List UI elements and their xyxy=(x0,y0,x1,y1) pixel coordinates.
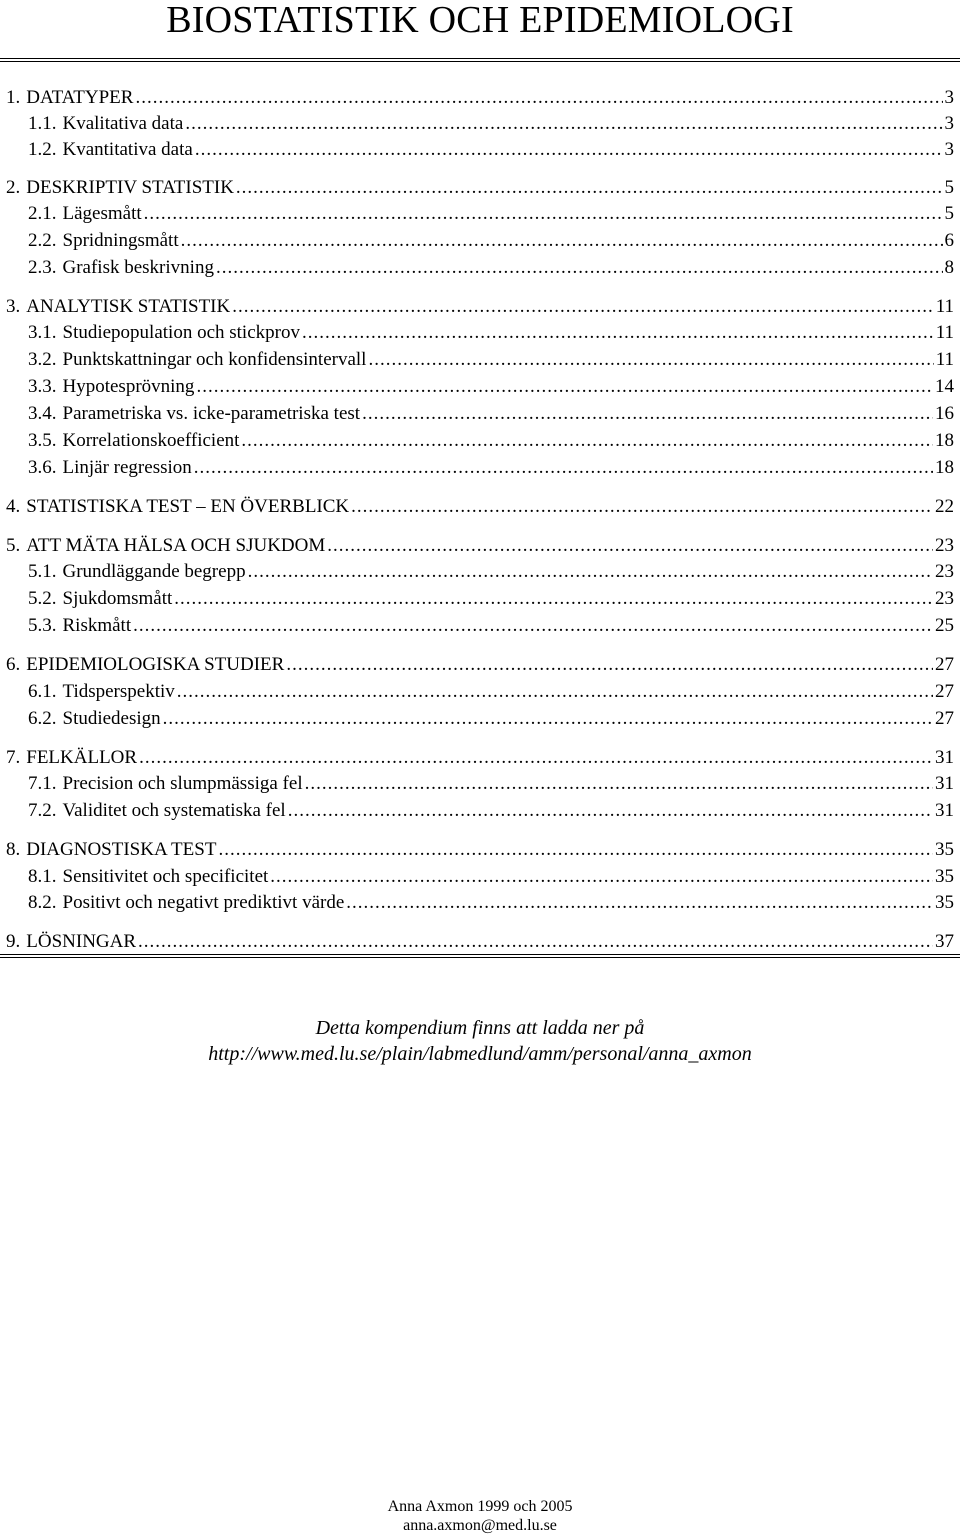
toc-entry-number: 3. xyxy=(6,296,21,317)
toc-entry-page: 35 xyxy=(935,866,954,887)
toc-entry-label: LÖSNINGAR xyxy=(26,931,137,952)
toc-leader-dots xyxy=(195,138,943,162)
toc-entry-label: Positivt och negativt prediktivt värde xyxy=(62,892,345,913)
toc-entry-number: 1.2. xyxy=(28,139,57,160)
toc-entry-label: Lägesmått xyxy=(62,203,142,224)
toc-entry-page: 23 xyxy=(935,561,954,582)
toc-leader-dots xyxy=(286,653,933,677)
toc-entry-page: 31 xyxy=(935,773,954,794)
toc-entry-number: 3.5. xyxy=(28,430,57,451)
download-url[interactable]: http://www.med.lu.se/plain/labmedlund/amm/personal/anna_axmon xyxy=(208,1043,752,1065)
toc-leader-dots xyxy=(305,772,933,796)
toc-entry-page: 35 xyxy=(935,892,954,913)
toc-leader-dots xyxy=(302,321,934,345)
toc-entry[interactable] xyxy=(6,495,954,519)
toc-entry-page: 27 xyxy=(935,681,954,702)
toc-entry-number: 6. xyxy=(6,654,21,675)
toc-entry[interactable] xyxy=(28,799,954,823)
toc-entry-page: 23 xyxy=(935,535,954,556)
toc-entry[interactable] xyxy=(6,930,954,954)
toc-leader-dots xyxy=(218,838,933,862)
toc-entry-number: 3.4. xyxy=(28,403,57,424)
toc-entry-number: 6.2. xyxy=(28,708,57,729)
toc-entry-page: 3 xyxy=(944,113,954,134)
toc-leader-dots xyxy=(194,456,933,480)
toc-entry-label: Parametriska vs. icke-parametriska test xyxy=(62,403,361,424)
download-note: Detta kompendium finns att ladda ner på xyxy=(315,1017,645,1039)
toc-entry-number: 5.3. xyxy=(28,615,57,636)
toc-entry-number: 7.2. xyxy=(28,800,57,821)
toc-entry[interactable] xyxy=(28,587,954,611)
toc-entry-page: 27 xyxy=(935,708,954,729)
toc-entry-page: 22 xyxy=(935,496,954,517)
toc-leader-dots xyxy=(196,375,933,399)
toc-entry[interactable] xyxy=(28,375,954,399)
toc-entry-label: Sensitivitet och specificitet xyxy=(62,866,269,887)
toc-entry[interactable] xyxy=(28,772,954,796)
toc-entry-label: Grundläggande begrepp xyxy=(62,561,246,582)
toc-entry[interactable] xyxy=(28,202,954,226)
toc-leader-dots xyxy=(133,614,933,638)
toc-entry-page: 11 xyxy=(935,349,954,370)
toc-entry-page: 18 xyxy=(935,457,954,478)
toc-leader-dots xyxy=(177,680,933,704)
toc-entry[interactable] xyxy=(28,138,954,162)
toc-entry-number: 1.1. xyxy=(28,113,57,134)
toc-entry-page: 23 xyxy=(935,588,954,609)
toc-entry-page: 35 xyxy=(935,839,954,860)
toc-entry[interactable] xyxy=(28,348,954,372)
toc-entry[interactable] xyxy=(6,838,954,862)
toc-entry-number: 3.1. xyxy=(28,322,57,343)
toc-leader-dots xyxy=(232,295,933,319)
toc-entry-label: ATT MÄTA HÄLSA OCH SJUKDOM xyxy=(26,535,326,556)
toc-entry-page: 16 xyxy=(935,403,954,424)
toc-leader-dots xyxy=(181,229,943,253)
toc-entry-number: 1. xyxy=(6,87,21,108)
toc-entry[interactable] xyxy=(28,456,954,480)
footer-email[interactable]: anna.axmon@med.lu.se xyxy=(403,1517,557,1534)
toc-entry-label: Punktskattningar och konfidensintervall xyxy=(62,349,367,370)
toc-entry-number: 8.2. xyxy=(28,892,57,913)
footer-author: Anna Axmon 1999 och 2005 xyxy=(387,1498,573,1515)
toc-entry[interactable] xyxy=(28,560,954,584)
toc-entry-number: 2.3. xyxy=(28,257,57,278)
toc-entry-page: 27 xyxy=(935,654,954,675)
toc-entry-label: Sjukdomsmått xyxy=(62,588,173,609)
toc-entry[interactable] xyxy=(6,86,954,110)
toc-entry-label: Studiepopulation och stickprov xyxy=(62,322,300,343)
toc-entry-label: FELKÄLLOR xyxy=(26,747,138,768)
toc-entry-label: Linjär regression xyxy=(62,457,192,478)
toc-entry-label: Spridningsmått xyxy=(62,230,179,251)
toc-entry-page: 14 xyxy=(935,376,954,397)
toc-entry[interactable] xyxy=(28,256,954,280)
toc-entry-page: 37 xyxy=(935,931,954,952)
toc-entry-label: Kvantitativa data xyxy=(62,139,193,160)
toc-leader-dots xyxy=(135,86,942,110)
toc-entry[interactable] xyxy=(28,707,954,731)
toc-entry[interactable] xyxy=(6,295,954,319)
toc-entry-number: 6.1. xyxy=(28,681,57,702)
toc-entry-number: 2.1. xyxy=(28,203,57,224)
toc-entry-number: 8.1. xyxy=(28,866,57,887)
toc-entry[interactable] xyxy=(28,680,954,704)
toc-leader-dots xyxy=(270,865,933,889)
toc-entry-label: DATATYPER xyxy=(26,87,134,108)
toc-entry-number: 3.6. xyxy=(28,457,57,478)
toc-entry[interactable] xyxy=(28,229,954,253)
toc-entry-label: ANALYTISK STATISTIK xyxy=(26,296,231,317)
document-title: BIOSTATISTIK OCH EPIDEMIOLOGI xyxy=(166,0,794,41)
toc-leader-dots xyxy=(216,256,943,280)
toc-leader-dots xyxy=(368,348,933,372)
toc-entry-page: 6 xyxy=(944,230,954,251)
toc-entry[interactable] xyxy=(28,112,954,136)
toc-leader-dots xyxy=(288,799,933,823)
toc-entry-page: 5 xyxy=(944,177,954,198)
toc-entry-number: 5. xyxy=(6,535,21,556)
toc-entry-page: 5 xyxy=(944,203,954,224)
toc-leader-dots xyxy=(241,429,933,453)
toc-leader-dots xyxy=(174,587,933,611)
toc-entry[interactable] xyxy=(6,653,954,677)
toc-entry-page: 11 xyxy=(935,322,954,343)
toc-entry-number: 3.2. xyxy=(28,349,57,370)
toc-entry-number: 7.1. xyxy=(28,773,57,794)
toc-entry-label: DESKRIPTIV STATISTIK xyxy=(26,177,234,198)
toc-entry-label: Korrelationskoefficient xyxy=(62,430,240,451)
toc-entry-label: Studiedesign xyxy=(62,708,161,729)
toc-entry-label: Precision och slumpmässiga fel xyxy=(62,773,303,794)
toc-leader-dots xyxy=(362,402,933,426)
toc-entry-label: Validitet och systematiska fel xyxy=(62,800,286,821)
toc-entry-number: 2.2. xyxy=(28,230,57,251)
toc-entry-number: 5.1. xyxy=(28,561,57,582)
toc-leader-dots xyxy=(351,495,933,519)
toc-leader-dots xyxy=(346,891,933,915)
toc-entry-number: 8. xyxy=(6,839,21,860)
toc-entry-number: 7. xyxy=(6,747,21,768)
toc-entry-label: EPIDEMIOLOGISKA STUDIER xyxy=(26,654,285,675)
toc-leader-dots xyxy=(185,112,942,136)
toc-entry-page: 11 xyxy=(935,296,954,317)
toc-entry-label: Tidsperspektiv xyxy=(62,681,175,702)
toc-leader-dots xyxy=(163,707,933,731)
toc-entry-label: Riskmått xyxy=(62,615,132,636)
toc-entry[interactable] xyxy=(28,429,954,453)
toc-leader-dots xyxy=(144,202,943,226)
toc-entry-label: DIAGNOSTISKA TEST xyxy=(26,839,217,860)
toc-leader-dots xyxy=(236,176,943,200)
toc-entry-page: 8 xyxy=(944,257,954,278)
toc-entry-label: Grafisk beskrivning xyxy=(62,257,214,278)
toc-entry[interactable] xyxy=(28,402,954,426)
toc-entry-label: Hypotesprövning xyxy=(62,376,195,397)
toc-entry-number: 3.3. xyxy=(28,376,57,397)
toc-entry-page: 3 xyxy=(944,139,954,160)
toc-entry-label: STATISTISKA TEST – EN ÖVERBLICK xyxy=(26,496,350,517)
toc-entry-number: 4. xyxy=(6,496,21,517)
toc-entry[interactable] xyxy=(28,321,954,345)
toc-entry-number: 5.2. xyxy=(28,588,57,609)
toc-leader-dots xyxy=(138,930,933,954)
toc-entry[interactable] xyxy=(28,891,954,915)
toc-entry-number: 9. xyxy=(6,931,21,952)
toc-entry-number: 2. xyxy=(6,177,21,198)
toc-entry-label: Kvalitativa data xyxy=(62,113,184,134)
toc-entry[interactable] xyxy=(6,534,954,558)
toc-entry[interactable] xyxy=(6,176,954,200)
toc-entry-page: 18 xyxy=(935,430,954,451)
toc-entry[interactable] xyxy=(28,614,954,638)
toc-entry-page: 31 xyxy=(935,747,954,768)
toc-entry[interactable] xyxy=(28,865,954,889)
toc-entry[interactable] xyxy=(6,746,954,770)
toc-leader-dots xyxy=(327,534,933,558)
toc-entry-page: 25 xyxy=(935,615,954,636)
toc-entry-page: 31 xyxy=(935,800,954,821)
toc-entry-page: 3 xyxy=(944,87,954,108)
bottom-divider xyxy=(0,954,960,958)
toc-leader-dots xyxy=(248,560,933,584)
toc-leader-dots xyxy=(139,746,933,770)
